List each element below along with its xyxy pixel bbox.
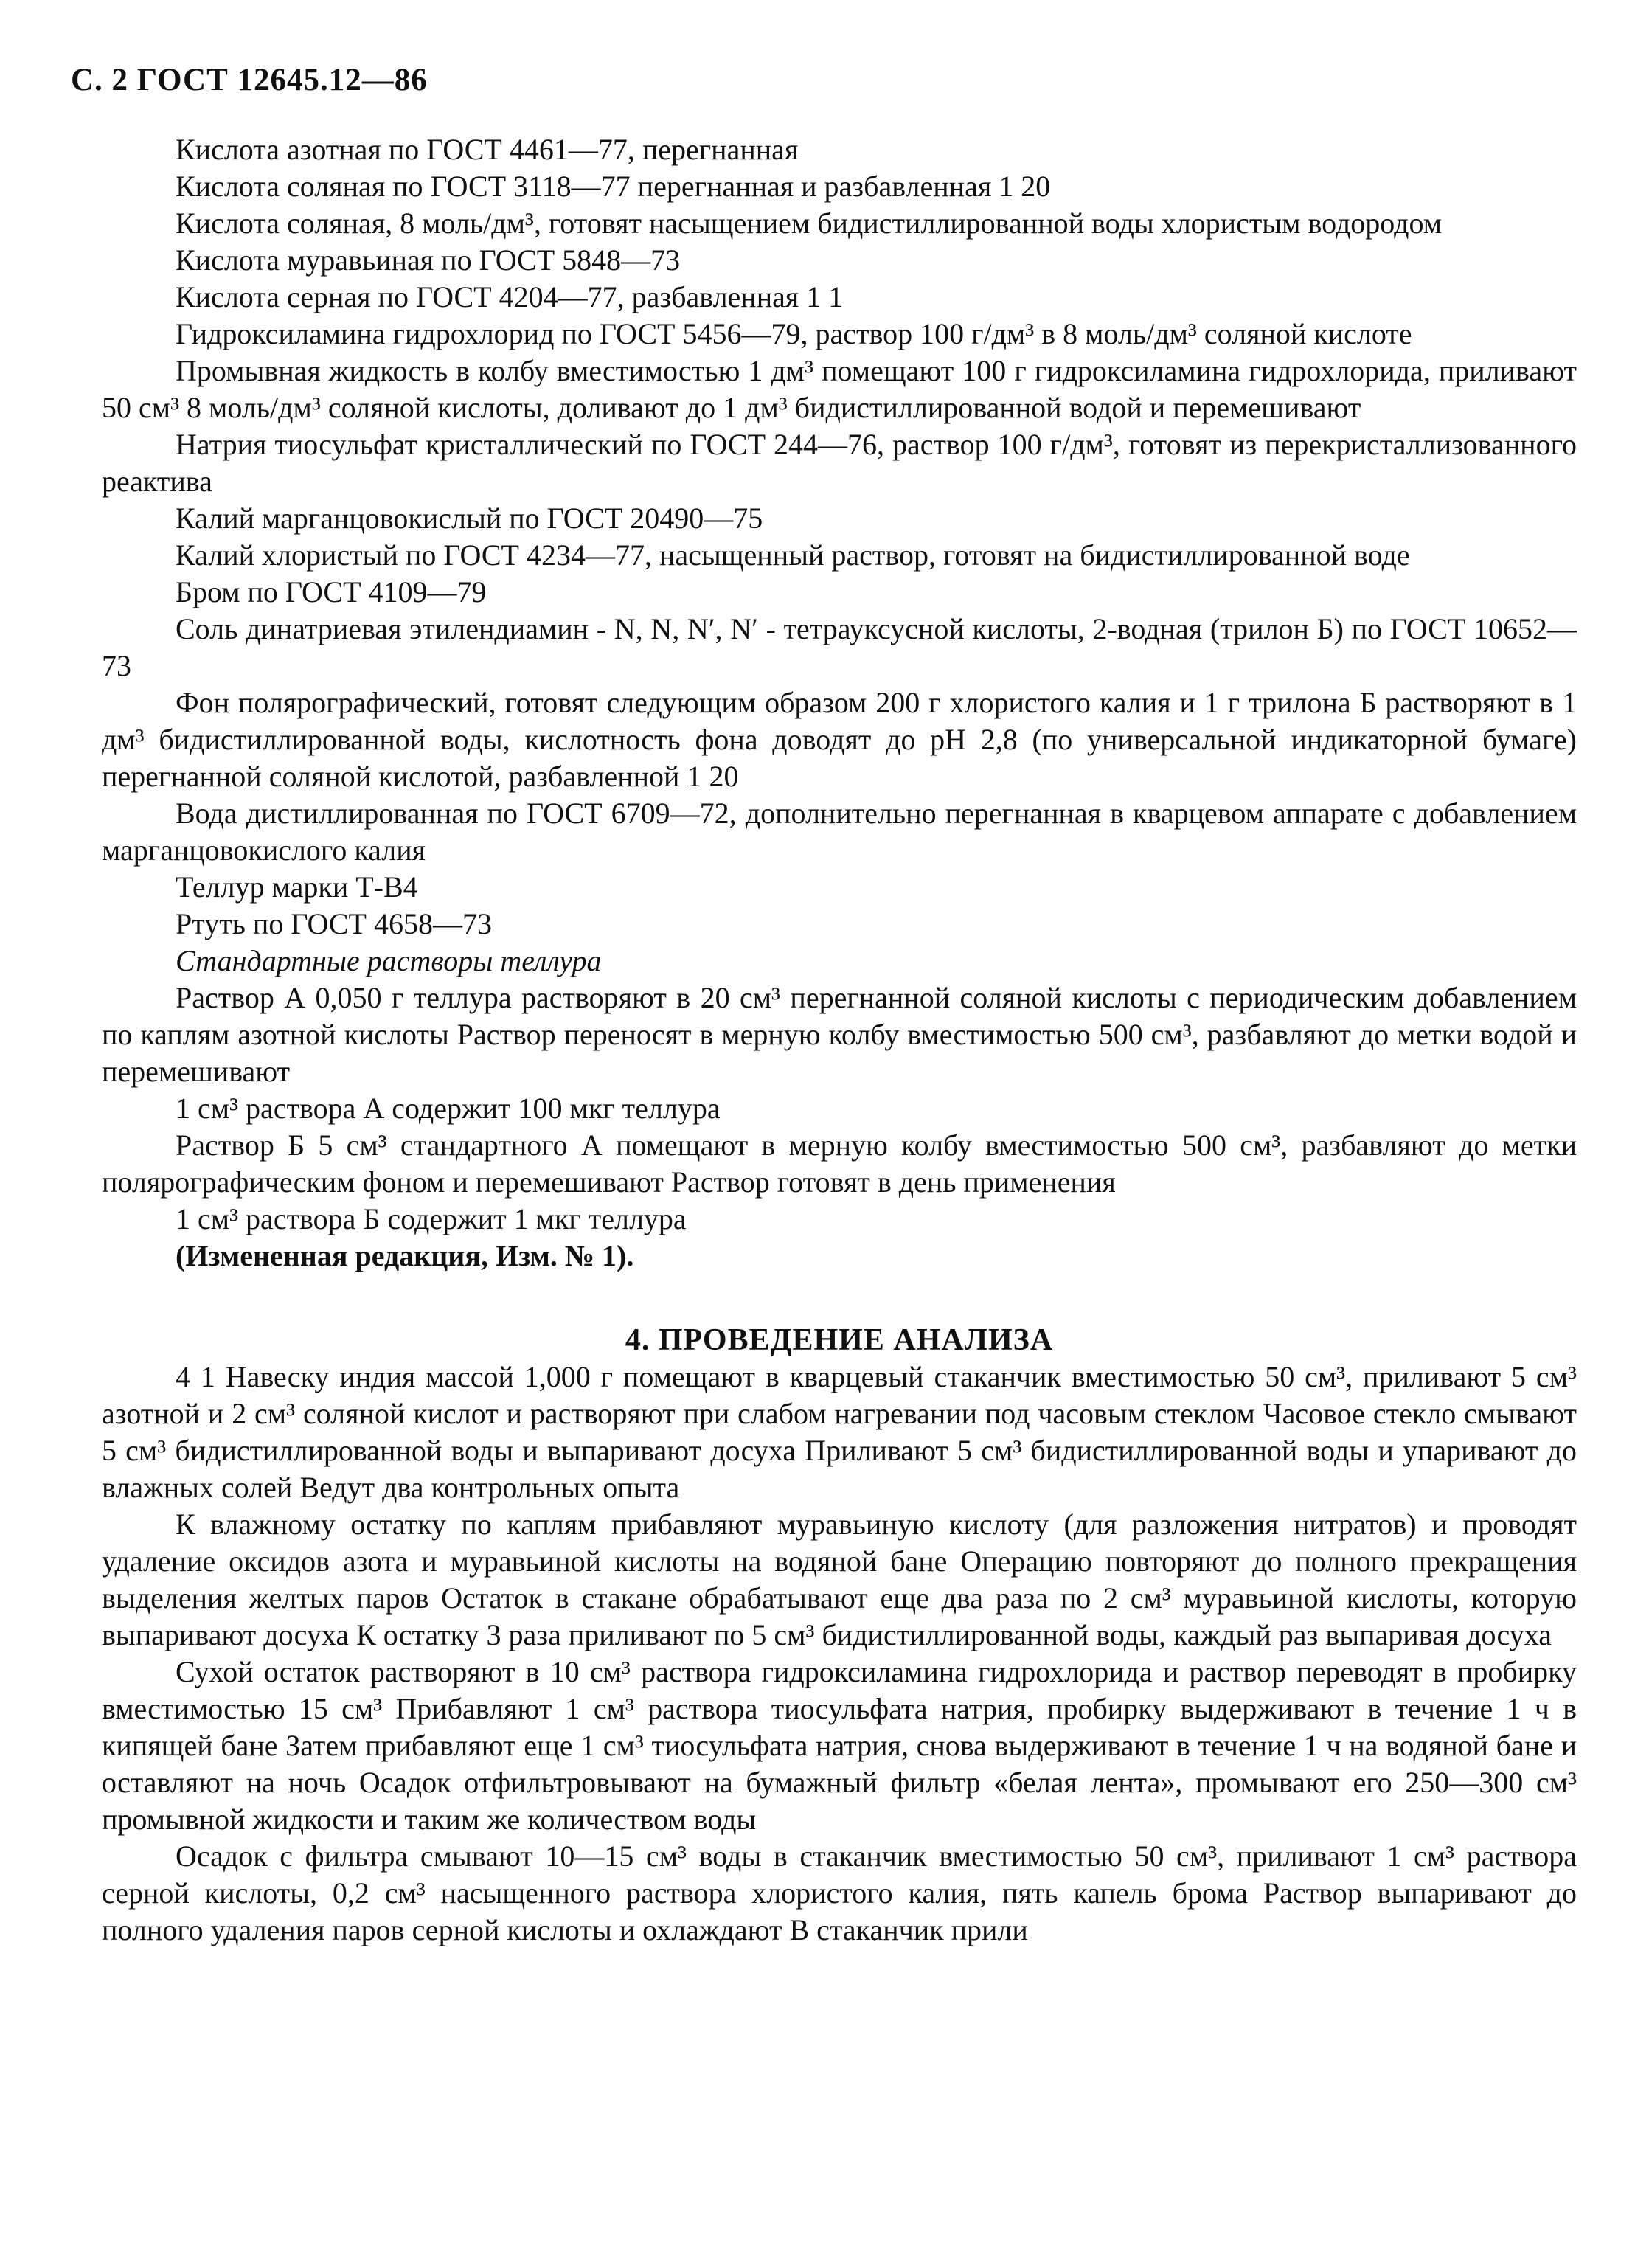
- reagent-distilled-water: Вода дистиллированная по ГОСТ 6709—72, дополнительно перегнанная в кварцевом аппарате с добавлением марганцовокислого калия: [102, 797, 1577, 867]
- section-paragraph: Осадок с фильтра смывают 10—15 см³ воды в стаканчик вместимостью 50 см³, приливают 1 см³ раствора серной кислоты, 0,2 см³ насыщенного раствора хлористого калия, пять капель брома Раствор выпаривают до полного удаления паров серной кислоты и охлаждают В стаканчик прили: [102, 1839, 1577, 1946]
- reagent-tellurium: Теллур марки Т-В4: [176, 870, 418, 904]
- reagent-formic-acid: Кислота муравьиная по ГОСТ 5848—73: [176, 243, 681, 277]
- standard-solution-b-content: 1 см³ раствора Б содержит 1 мкг теллура: [176, 1202, 687, 1235]
- reagent-nitric-acid: Кислота азотная по ГОСТ 4461—77, перегнанная: [176, 133, 799, 166]
- section-4: [102, 1322, 1577, 1949]
- reagent-trilon-b: Соль динатриевая этилендиамин - N, N, N′, N′ - тетрауксусной кислоты, 2-водная (трилон Б) по ГОСТ 10652—73: [102, 612, 1577, 682]
- section-heading: 4. ПРОВЕДЕНИЕ АНАЛИЗА: [625, 1323, 1054, 1357]
- reagent-hydroxylamine: Гидроксиламина гидрохлорид по ГОСТ 5456—79, раствор 100 г/дм³ в 8 моль/дм³ соляной кислоте: [176, 317, 1412, 350]
- reagent-potassium-permanganate: Калий марганцовокислый по ГОСТ 20490—75: [176, 502, 763, 535]
- reagent-polarographic-background: Фон полярографический, готовят следующим образом 200 г хлористого калия и 1 г трилона Б растворяют в 1 дм³ бидистиллированной воды, кислотность фона доводят до pH 2,8 (по универсальной индикаторной бумаге) перегнанной соляной кислотой, разбавленной 1 20: [102, 686, 1577, 793]
- section-paragraph: К влажному остатку по каплям прибавляют муравьиную кислоту (для разложения нитратов) и проводят удаление оксидов азота и муравьиной кислоты на водяной бане Операцию повторяют до полного прекращения выделения желтых паров Остаток в стакане обрабатывают еще два раза по 2 см³ муравьиной кислоты, которую выпаривают досуха К остатку 3 раза приливают по 5 см³ бидистиллированной воды, каждый раз выпаривая досуха: [102, 1508, 1577, 1651]
- reagent-mercury: Ртуть по ГОСТ 4658—73: [176, 907, 492, 940]
- section-paragraph: 4 1 Навеску индия массой 1,000 г помещают в кварцевый стаканчик вместимостью 50 см³, приливают 5 см³ азотной и 2 см³ соляной кислот и растворяют при слабом нагревании под часовым стеклом Часовое стекло смывают 5 см³ бидистиллированной воды и выпаривают досуха Приливают 5 см³ бидистиллированной воды и упаривают до влажных солей Ведут два контрольных опыта: [102, 1360, 1577, 1504]
- section-spacer: [102, 1275, 1577, 1322]
- reagent-sulfuric-acid: Кислота серная по ГОСТ 4204—77, разбавленная 1 1: [176, 280, 844, 313]
- reagent-hydrochloric-acid: Кислота соляная по ГОСТ 3118—77 перегнанная и разбавленная 1 20: [176, 170, 1051, 203]
- page-header: С. 2 ГОСТ 12645.12—86: [71, 63, 428, 97]
- standard-solution-a-content: 1 см³ раствора А содержит 100 мкг теллура: [176, 1092, 721, 1125]
- document-body: [102, 131, 1577, 1949]
- reagent-hydrochloric-acid-8m: Кислота соляная, 8 моль/дм³, готовят насыщением бидистиллированной воды хлористым водородом: [176, 207, 1443, 240]
- reagent-bromine: Бром по ГОСТ 4109—79: [176, 575, 487, 608]
- standard-solution-b: Раствор Б 5 см³ стандартного А помещают в мерную колбу вместимостью 500 см³, разбавляют до метки полярографическим фоном и перемешивают Раствор готовят в день применения: [102, 1128, 1577, 1199]
- standard-solution-a: Раствор А 0,050 г теллура растворяют в 20 см³ перегнанной соляной кислоты с периодическим добавлением по каплям азотной кислоты Раствор переносят в мерную колбу вместимостью 500 см³, разбавляют до метки водой и перемешивают: [102, 981, 1577, 1088]
- reagent-potassium-chloride: Калий хлористый по ГОСТ 4234—77, насыщенный раствор, готовят на бидистиллированной воде: [176, 538, 1410, 572]
- amendment-note: (Измененная редакция, Изм. № 1).: [176, 1239, 634, 1272]
- reagent-wash-liquid: Промывная жидкость в колбу вместимостью 1 дм³ помещают 100 г гидроксиламина гидрохлорида, приливают 50 см³ 8 моль/дм³ соляной кислоты, доливают до 1 дм³ бидистиллированной водой и перемешивают: [102, 354, 1577, 424]
- reagent-sodium-thiosulfate: Натрия тиосульфат кристаллический по ГОСТ 244—76, раствор 100 г/дм³, готовят из перекристаллизованного реактива: [102, 428, 1577, 498]
- standards-heading: Стандартные растворы теллура: [176, 944, 602, 977]
- section-paragraph: Сухой остаток растворяют в 10 см³ раствора гидроксиламина гидрохлорида и раствор переводят в пробирку вместимостью 15 см³ Прибавляют 1 см³ раствора тиосульфата натрия, пробирку выдерживают в течение 1 ч в кипящей бане Затем прибавляют еще 1 см³ тиосульфата натрия, снова выдерживают в течение 1 ч на водяной бане и оставляют на ночь Осадок отфильтровывают на бумажный фильтр «белая лента», промывают его 250—300 см³ промывной жидкости и таким же количеством воды: [102, 1655, 1577, 1836]
